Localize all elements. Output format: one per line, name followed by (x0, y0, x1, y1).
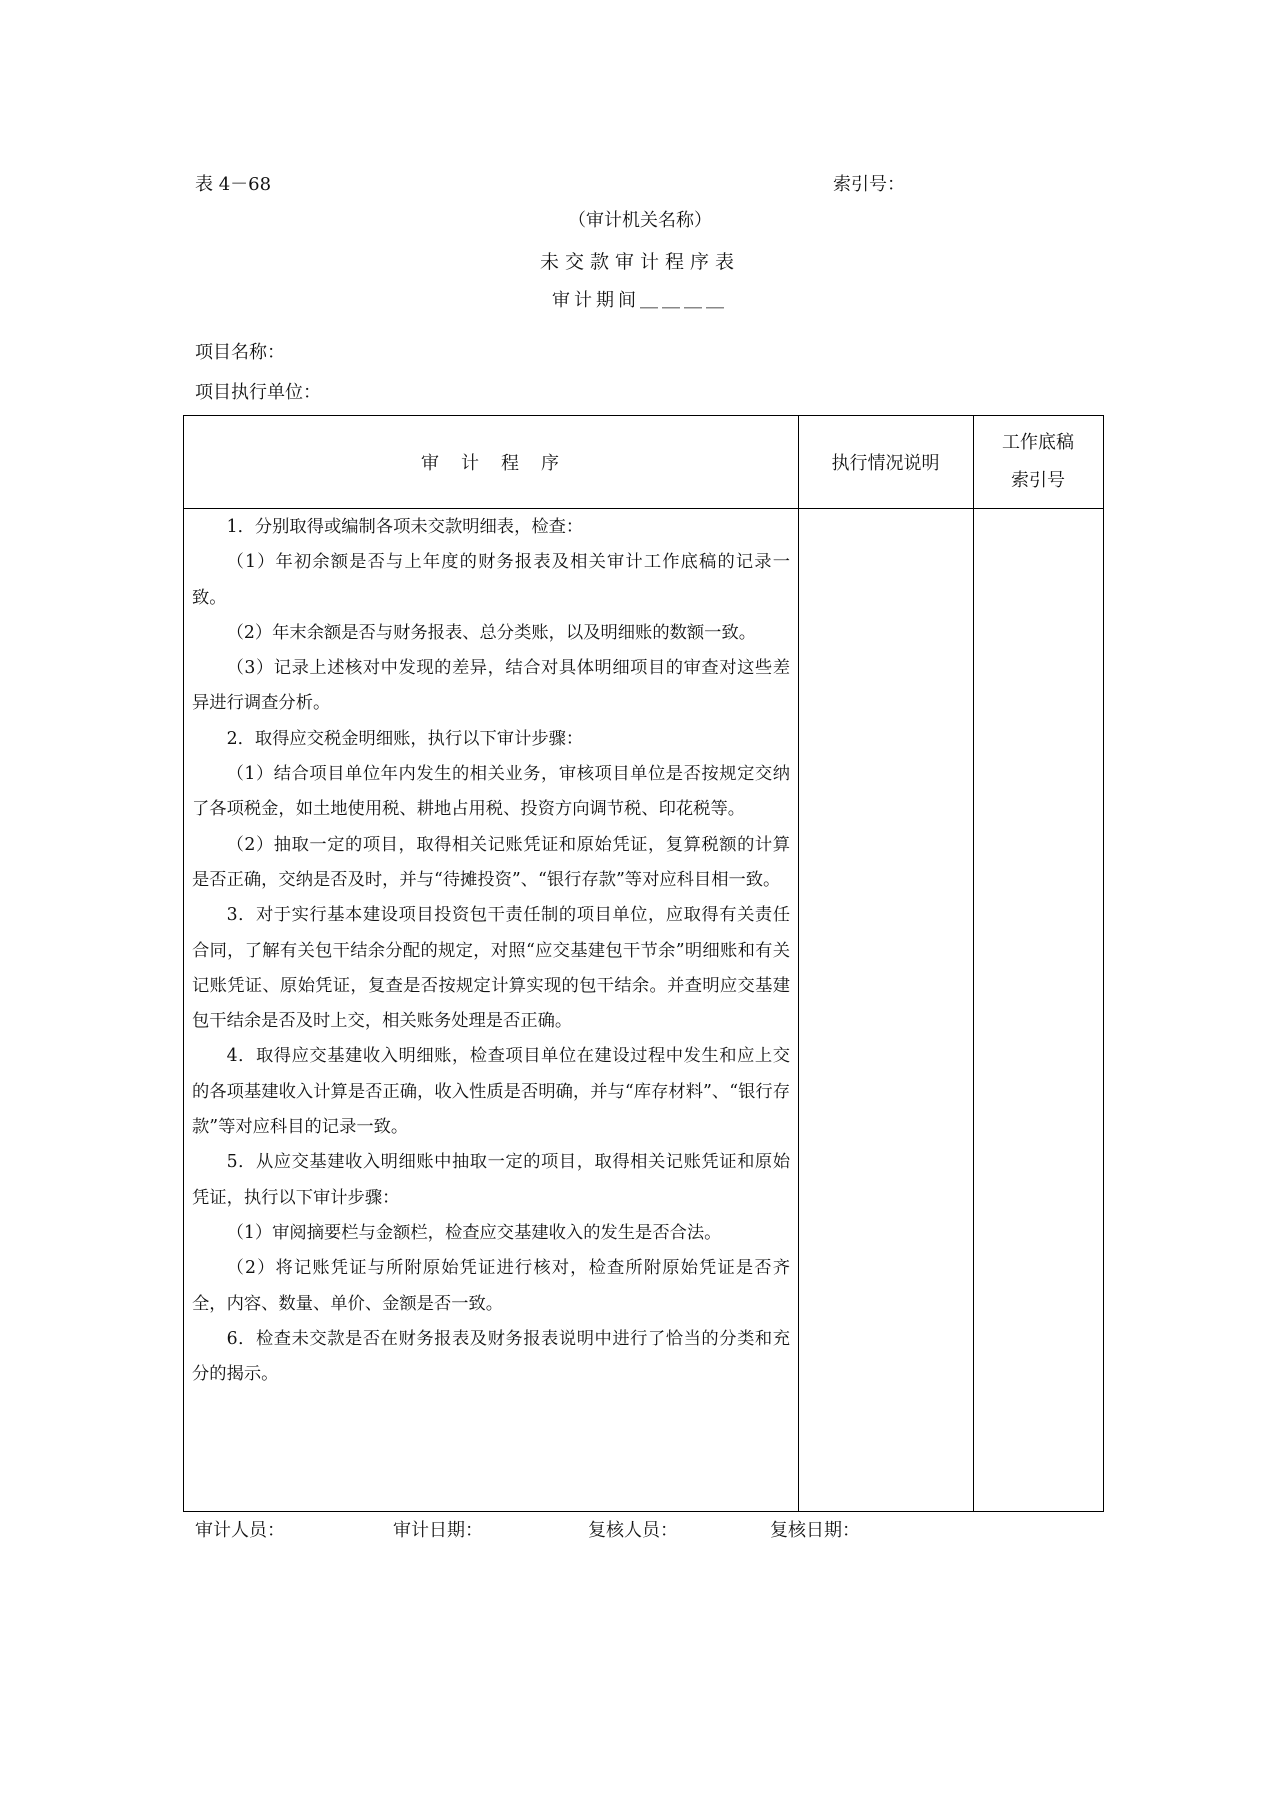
organization-name: （审计机关名称） (568, 210, 712, 231)
audit-period: 审计期间＿＿＿＿ (552, 290, 728, 311)
project-unit-label: 项目执行单位： (195, 382, 321, 403)
header-ref-line1: 工作底稿 (1002, 432, 1074, 453)
audit-date-label: 审计日期： (393, 1520, 483, 1541)
procedure-list (192, 510, 790, 1392)
header-ref-line2: 索引号 (1011, 470, 1065, 491)
procedure-item: （3）记录上述核对中发现的差异，结合对具体明细项目的审查对这些差异进行调查分析。 (192, 658, 790, 714)
header-execution: 执行情况说明 (831, 453, 940, 474)
procedure-item: 5．从应交基建收入明细账中抽取一定的项目，取得相关记账凭证和原始凭证，执行以下审计步骤： (192, 1152, 790, 1208)
auditor-label: 审计人员： (195, 1520, 285, 1541)
procedure-item: （1）审阅摘要栏与金额栏，检查应交基建收入的发生是否合法。 (226, 1222, 722, 1243)
procedure-item: （2）抽取一定的项目，取得相关记账凭证和原始凭证，复算税额的计算是否正确，交纳是否及时，并与“待摊投资”、“银行存款”等对应科目相一致。 (192, 834, 790, 890)
column-divider (798, 416, 799, 1511)
procedure-item: 6．检查未交款是否在财务报表及财务报表说明中进行了恰当的分类和充分的揭示。 (192, 1328, 790, 1385)
document-title: 未交款审计程序表 (539, 251, 740, 273)
header-procedure: 审 计 程 序 (421, 453, 561, 474)
audit-procedure-table (183, 415, 1104, 1512)
table-number: 表 4－68 (195, 174, 272, 195)
header-divider (184, 508, 1103, 509)
procedure-item: （2）将记账凭证与所附原始凭证进行核对，检查所附原始凭证是否齐全，内容、数量、单价、金额是否一致。 (192, 1258, 790, 1314)
procedure-item: （1）年初余额是否与上年度的财务报表及相关审计工作底稿的记录一致。 (192, 552, 790, 608)
column-divider (973, 416, 974, 1511)
project-name-label: 项目名称： (195, 342, 285, 363)
procedure-item: 2．取得应交税金明细账，执行以下审计步骤： (226, 728, 584, 749)
procedure-item: （2）年末余额是否与财务报表、总分类账，以及明细账的数额一致。 (226, 622, 757, 643)
reviewer-label: 复核人员： (588, 1520, 678, 1541)
index-number-label: 索引号： (833, 174, 905, 195)
procedure-item: （1）结合项目单位年内发生的相关业务，审核项目单位是否按规定交纳了各项税金，如土地使用税、耕地占用税、投资方向调节税、印花税等。 (192, 764, 790, 820)
procedure-item: 1．分别取得或编制各项未交款明细表，检查： (226, 517, 584, 537)
header-workpaper-ref (973, 416, 1103, 508)
procedure-item: 3．对于实行基本建设项目投资包干责任制的项目单位，应取得有关责任合同，了解有关包干结余分配的规定，对照“应交基建包干节余”明细账和有关记账凭证、原始凭证，复查是否按规定计算实现的包干结余。并查明应交基建包干结余是否及时上交，相关账务处理是否正确。 (192, 905, 790, 1032)
procedure-item: 4．取得应交基建收入明细账，检查项目单位在建设过程中发生和应上交的各项基建收入计算是否正确，收入性质是否明确，并与“库存材料”、“银行存款”等对应科目的记录一致。 (192, 1046, 790, 1138)
review-date-label: 复核日期： (770, 1520, 860, 1541)
